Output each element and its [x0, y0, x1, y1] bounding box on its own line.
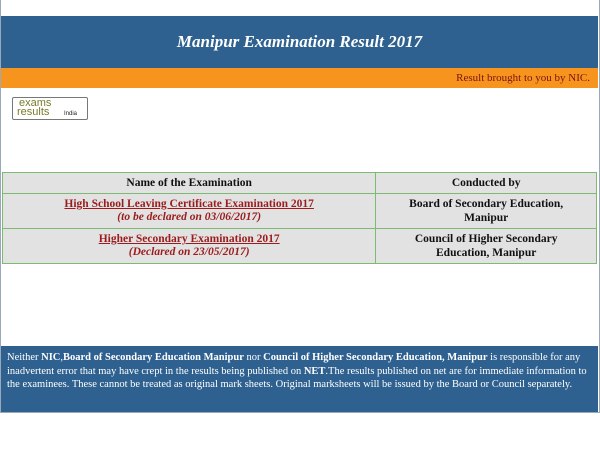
header-exam-name: Name of the Examination	[3, 173, 376, 194]
hslc-exam-date: (to be declared on 03/06/2017)	[117, 211, 262, 223]
header-conducted-by: Conducted by	[376, 173, 597, 194]
disclaimer-bold-bse: Board of Secondary Education Manipur	[63, 352, 244, 363]
hslc-exam-link[interactable]: High School Leaving Certificate Examination 2017	[64, 198, 314, 210]
table-row	[3, 229, 597, 264]
disclaimer-text: Neither	[7, 352, 42, 363]
conducted-line1: Council of Higher Secondary	[414, 233, 558, 245]
exam-cell	[3, 229, 376, 264]
exam-cell	[3, 194, 376, 229]
conducted-line1: Board of Secondary Education,	[409, 198, 564, 210]
hse-exam-date: (Declared on 23/05/2017)	[128, 246, 250, 258]
exams-results-india-logo[interactable]	[12, 97, 88, 120]
conducted-cell	[376, 229, 597, 264]
table-header-row	[3, 173, 597, 194]
logo-line3: India	[64, 111, 78, 117]
disclaimer-bold-nic: NIC	[41, 352, 61, 363]
credit-bar	[1, 68, 598, 88]
table-row	[3, 194, 597, 229]
logo-line2: results	[17, 106, 50, 118]
disclaimer-text: is responsible for any inadvertent error that may have crept in the results being published on	[7, 352, 581, 377]
disclaimer-bold-chse: Council of Higher Secondary Education, Manipur	[263, 352, 488, 363]
logo-line1: exams	[19, 97, 52, 109]
results-table	[2, 172, 597, 264]
page-title: Manipur Examination Result 2017	[1, 16, 598, 68]
disclaimer-text: .The results published on net are for immediate information to the examinees. These cannot be treated as original mark sheets. Original marksheets will be issued by the Board or Council separately.	[7, 365, 587, 390]
credit-text: Result brought to you by NIC.	[456, 72, 590, 84]
conducted-cell	[376, 194, 597, 229]
conducted-line2: Manipur	[464, 212, 509, 224]
disclaimer-footer	[1, 346, 598, 412]
disclaimer-bold-net: NET	[303, 365, 326, 377]
conducted-line2: Education, Manipur	[436, 247, 537, 259]
hse-exam-link[interactable]: Higher Secondary Examination 2017	[98, 233, 280, 245]
disclaimer-text: ,	[60, 352, 64, 363]
disclaimer-text: nor	[243, 352, 264, 363]
